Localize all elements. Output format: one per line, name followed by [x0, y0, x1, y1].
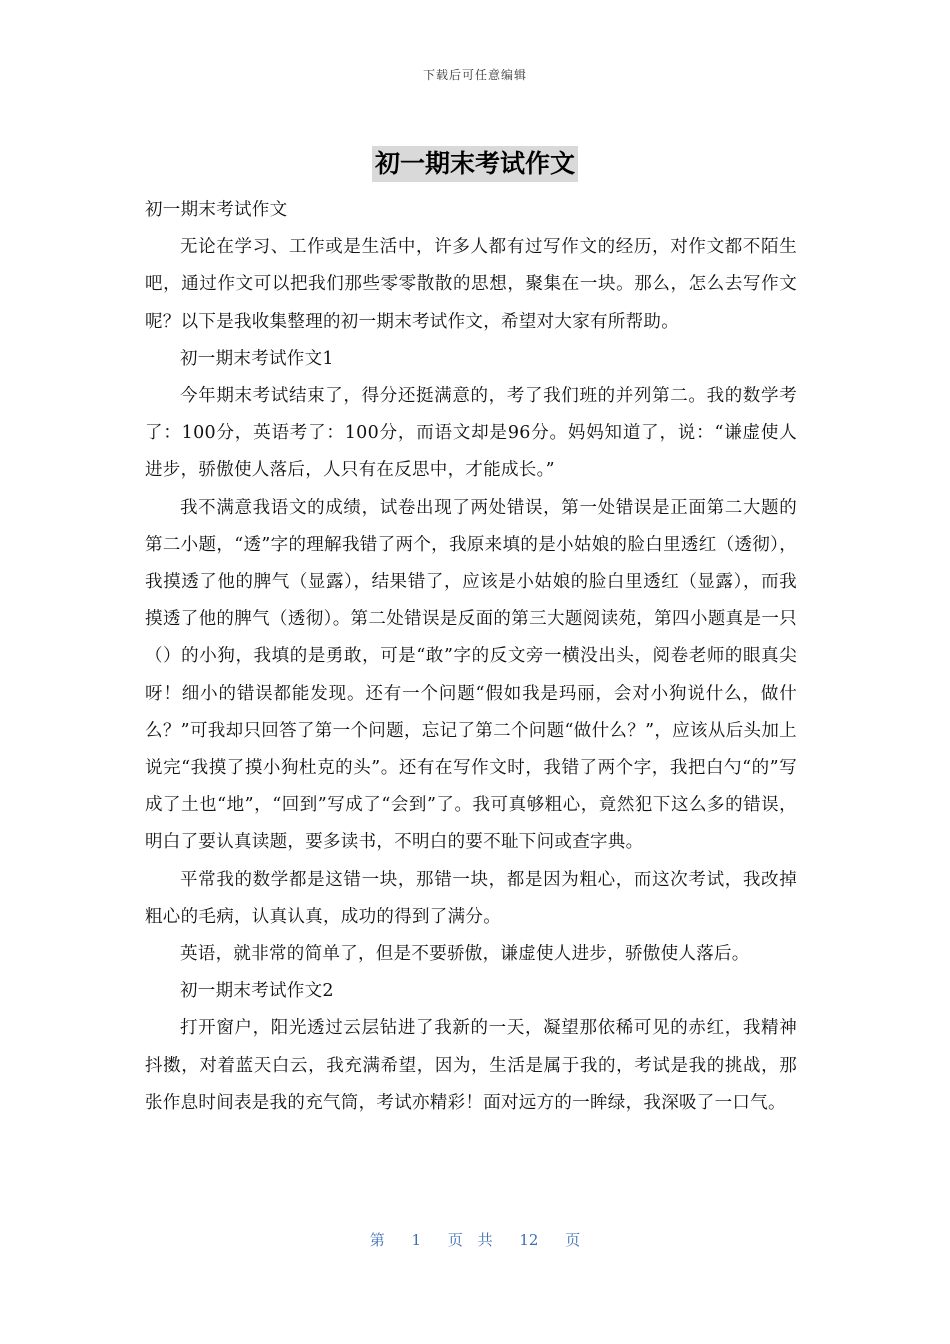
- footer-middle: 页 共: [447, 1231, 493, 1249]
- title-container: [0, 146, 950, 182]
- section-heading-2: 初一期末考试作文2: [180, 981, 334, 1002]
- subtitle-line: 初一期末考试作文: [145, 200, 288, 220]
- footer-page-number: 1: [411, 1231, 422, 1249]
- body-paragraph: 平常我的数学都是这错一块，那错一块，都是因为粗心，而这次考试，我改掉粗心的毛病，认真认真，成功的得到了满分。: [145, 869, 797, 927]
- footer-prefix: 第: [369, 1231, 385, 1249]
- document-title: 初一期末考试作文: [372, 146, 578, 182]
- intro-paragraph: 无论在学习、工作或是生活中，许多人都有过写作文的经历，对作文都不陌生吧，通过作文可以把我们那些零零散散的思想，聚集在一块。那么，怎么去写作文呢？以下是我收集整理的初一期末考试作文，希望对大家有所帮助。: [145, 237, 797, 332]
- page-footer: [0, 1229, 950, 1250]
- header-note: 下载后可任意编辑: [422, 68, 527, 82]
- footer-total-pages: 12: [519, 1231, 539, 1249]
- footer-suffix: 页: [565, 1231, 581, 1249]
- body-paragraph: 英语，就非常的简单了，但是不要骄傲，谦虚使人进步，骄傲使人落后。: [180, 944, 750, 965]
- section-heading-1: 初一期末考试作文1: [180, 348, 334, 369]
- body-paragraph: 我不满意我语文的成绩，试卷出现了两处错误，第一处错误是正面第二大题的第二小题，“透”字的理解我错了两个，我原来填的是小姑娘的脸白里透红（透彻），我摸透了他的脾气（显露），结果错了，应该是小姑娘的脸白里透红（显露），而我摸透了他的脾气（透彻）。第二处错误是反面的第三大题阅读苑，第四小题真是一只（）的小狗，我填的是勇敢，可是“敢”字的反文旁一横没出头，阅卷老师的眼真尖呀！细小的错误都能发现。还有一个问题“假如我是玛丽，会对小狗说什么，做什么？”可我却只回答了第一个问题，忘记了第二个问题“做什么？”，应该从后头加上说完“我摸了摸小狗杜克的头”。还有在写作文时，我错了两个字，我把白勺“的”写成了土也“地”，“回到”写成了“会到”了。我可真够粗心，竟然犯下这么多的错误，明白了要认真读题，要多读书，不明白的要不耻下问或查字典。: [145, 497, 797, 853]
- document-body: [145, 192, 797, 1122]
- body-paragraph: 打开窗户，阳光透过云层钻进了我新的一天，凝望那依稀可见的赤红，我精神抖擞，对着蓝天白云，我充满希望，因为，生活是属于我的，考试是我的挑战，那张作息时间表是我的充气筒，考试亦精彩！面对远方的一眸绿，我深吸了一口气。: [145, 1018, 797, 1113]
- body-paragraph: 今年期末考试结束了，得分还挺满意的，考了我们班的并列第二。我的数学考了：100分，英语考了：100分，而语文却是96分。妈妈知道了，说：“谦虚使人进步，骄傲使人落后，人只有在反思中，才能成长。”: [145, 386, 797, 481]
